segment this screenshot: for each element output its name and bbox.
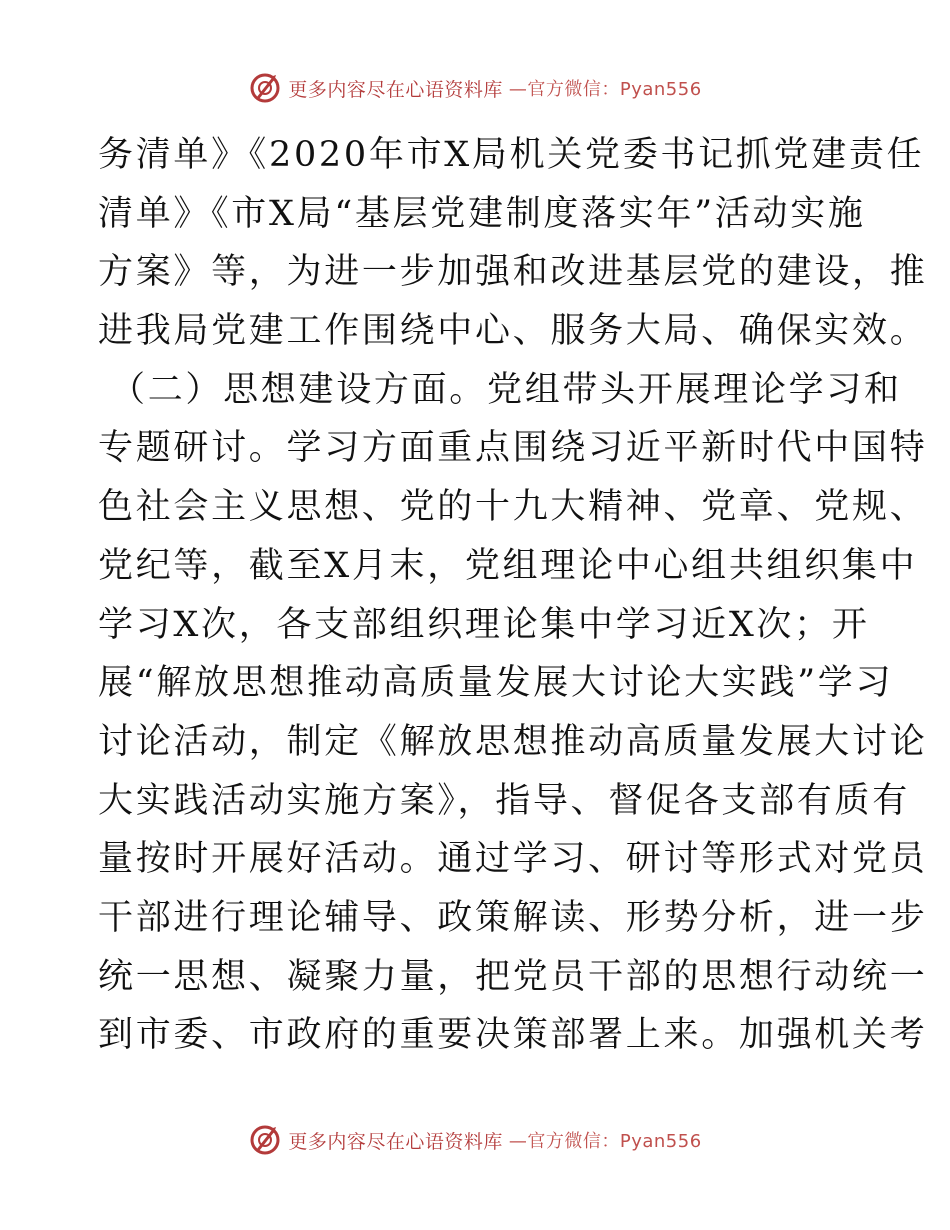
text-line: 干部进行理论辅导、政策解读、形势分析，进一步 [98,897,928,938]
footer-watermark [0,1123,950,1157]
header-watermark [0,71,950,105]
text-line: 党纪等，截至X月末，党组理论中心组共组织集中 [98,545,918,586]
watermark-site-text: 更多内容尽在心语资料库 [288,78,503,101]
text-line: 专题研讨。学习方面重点围绕习近平新时代中国特 [98,428,928,469]
text-line: 进我局党建工作围绕中心、服务大局、确保实效。 [98,311,928,352]
watermark-contact-text: —官方微信：Pyan556 [508,79,702,100]
text-line: 量按时开展好活动。通过学习、研讨等形式对党员 [98,839,928,880]
text-line: 清单》《市X局“基层党建制度落实年”活动实施 [98,193,866,234]
text-line: 学习X次，各支部组织理论集中学习近X次；开 [98,604,870,645]
text-line: 方案》等，为进一步加强和改进基层党的建设，推 [98,252,928,293]
document-body [98,126,928,1065]
watermark-contact-text: —官方微信：Pyan556 [508,1131,702,1152]
text-line: 大实践活动实施方案》，指导、督促各支部有质有 [98,780,910,821]
logo-icon [248,1123,282,1157]
text-line: 务清单》《2020年市X局机关党委书记抓党建责任 [98,135,925,175]
text-line: 色社会主义思想、党的十九大精神、党章、党规、 [98,487,928,528]
text-line: 讨论活动，制定《解放思想推动高质量发展大讨论 [98,721,928,762]
logo-icon [248,71,282,105]
watermark-site-text: 更多内容尽在心语资料库 [288,1130,503,1153]
text-line: 到市委、市政府的重要决策部署上来。加强机关考 [98,1015,928,1056]
text-line: 统一思想、凝聚力量，把党员干部的思想行动统一 [98,956,928,997]
section-heading-line: （二）思想建设方面。党组带头开展理论学习和 [110,369,902,410]
text-line: 展“解放思想推动高质量发展大讨论大实践”学习 [98,663,894,704]
